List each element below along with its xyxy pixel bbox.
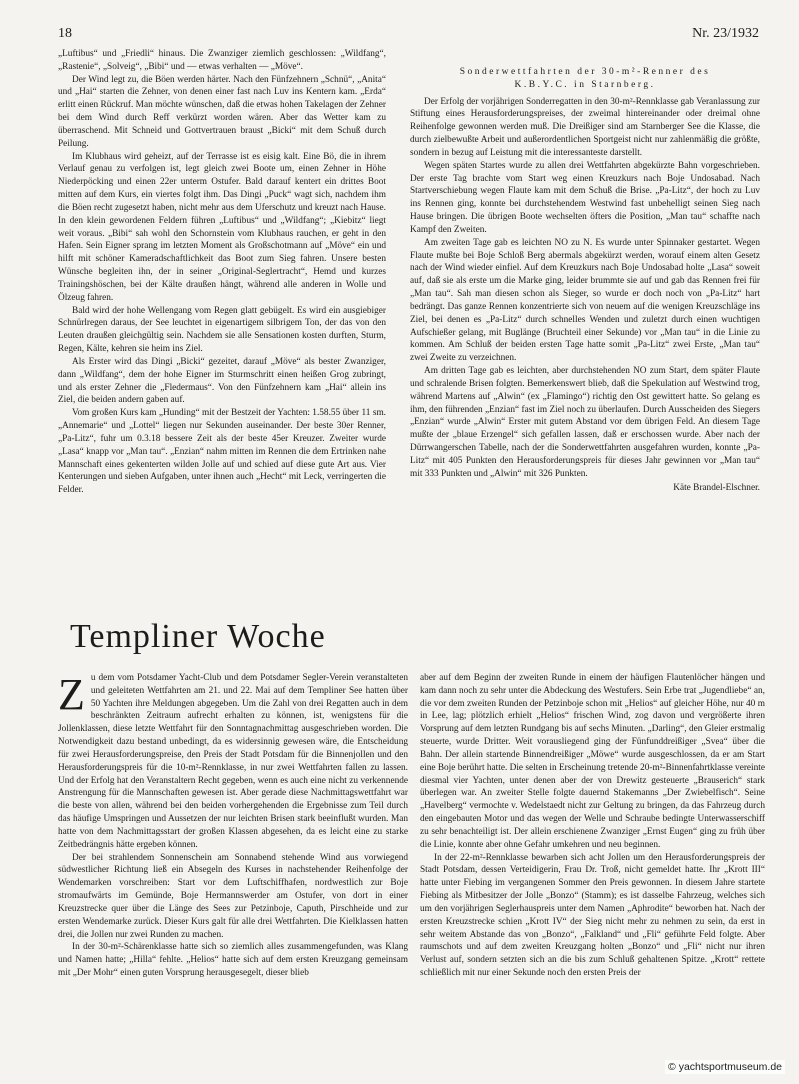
section-heading <box>410 66 760 92</box>
paragraph: Der Erfolg der vorjährigen Sonderregatten in den 30-m²-Rennklasse gab Veranlassung zur Stiftung eines Herausforderungspreises, der zweimal hintereinander oder dreimal ohne Reihenfolge gewonnen werden muß. Die Dreißiger sind am Starnberger See die Klasse, die durch zielbewußte Arbeit und außerordentlichen Sportgeist nicht nur zahlenmäßig die größte, sondern in bezug auf Leistung mit die interessanteste darstellt. <box>410 96 760 158</box>
paragraph: Am dritten Tage gab es leichten, aber durchstehenden NO zum Start, dem später Flaute und schralende Brisen folgten. Bemerkenswert blieb, daß die Spekulation auf Westwind trog, während Martens auf „Alwin“ (ex „Flamingo“) richtig den Ost gewittert hatte. So gelang es ihm, den führenden „Enzian“ fast im Ziel noch zu überlaufen. Durch Ausscheiden des Siegers „Enzian“ wurde „Alwin“ Erster mit gutem Abstand vor dem übrigen Feld. An diesem Tage mußte der „blaue Erzengel“ sich gefallen lassen, daß er erschossen wurde. Aber nach der Dürrwangerschen Tabelle, nach der die Sonderwettfahrten ausgefahren wurden, konnte „Pa-Litz“ mit 405 Punkten den Herausforderungspreis für dieses Jahr gewinnen vor „Man tau“ mit 333 Punkten und „Alwin“ mit 326 Punkten. <box>410 366 760 479</box>
paragraph: Der bei strahlendem Sonnenschein am Sonnabend stehende Wind aus vorwiegend südwestlicher Richtung ließ ein Absegeln des Kurses in nachstehender Reihenfolge der Wendemarken vorschreiben: Start vor dem Luftschiffhafen, nordwestlich zur Boje stromaufwärts im Gemünde, Boje Hermannswerder am Ostufer, von dort in einer Kreuzstrecke quer über die Länge des Sees zur Petzinboje, Caputh, Pirschheide und zur ersten Wendemarke zurück. Dieser Kurs galt für alle drei Wettfahrten. Die Kielklassen hatten drei, die Jollen nur zwei Runden zu machen. <box>58 852 408 940</box>
paragraph: In der 22-m²-Rennklasse bewarben sich acht Jollen um den Herausforderungspreis der Stadt Potsdam, dessen Verteidigerin, Frau Dr. Troß, nicht gemeldet hatte. Ihr „Krott III“ hatte unter Fiebing im vergangenen Sommer den Preis gewonnen. In diesem Jahre startete Fiebing als Mitbesitzer der Jolle „Bonzo“ (Stamm); es ist dasselbe Fahrzeug, welches sich um den vorjährigen Seglerhauspreis unter dem Namen „Aphrodite“ beworben hat. Nach der ersten Kreuzstrecke schien „Krott IV“ der Sieg nicht mehr zu nehmen zu sein, da erst in sehr weitem Abstande das von „Bonzo“, „Falkland“ und „Fli“ geführte Feld folgte. Aber raumschots und auf dem zweiten Kreuzgang holten „Bonzo“ und „Fli“ nicht nur ihren Verlust auf, sondern setzten sich an die bis zum Schluß gehaltenen Spitze. „Krott“ rettete schließlich mit nur einer Sekunde noch den ersten Preis der <box>420 852 765 979</box>
issue-number: Nr. 23/1932 <box>692 26 759 41</box>
section-heading-line2: K.B.Y.C. in Starnberg. <box>514 79 656 90</box>
top-left-column <box>58 48 386 613</box>
paragraph: In der 30-m²-Schärenklasse hatte sich so ziemlich alles zusammengefunden, was Klang und Namen hatte; „Hilla“ fehlte. „Helios“ hatte sich auf dem ersten Kreuzgang gemeinsam mit „Der Mohr“ einen guten Vorsprung herausgesegelt, dieser blieb <box>58 942 408 979</box>
top-right-column <box>410 48 760 633</box>
drop-cap: Z <box>58 672 85 719</box>
copyright-watermark: © yachtsportmuseum.de <box>665 1060 785 1074</box>
paragraph: Bald wird der hohe Wellengang vom Regen glatt gebügelt. Es wird ein ausgiebiger Schnürlregen daraus, der See leuchtet in eigenartigem silbrigem Ton, der das von den Leuten draußen gleichgültig sein. Nachdem sie alle Sensationen kosten durften, Sturm, Regen, Kälte, kehren sie heim ins Ziel. <box>58 305 386 355</box>
author-signature: Käte Brandel-Elschner. <box>673 483 760 494</box>
article-title: Templiner Woche <box>70 618 326 655</box>
page-number: 18 <box>58 26 72 41</box>
section-heading-line1: Sonderwettfahrten der 30-m²-Renner des <box>459 67 711 77</box>
paragraph: Am zweiten Tage gab es leichten NO zu N. Es wurde unter Spinnaker gestartet. Wegen Flaute mußte bei Boje Schloß Berg abermals abgekürzt werden, worauf einem alten Gesetz nach der Wind wieder einfiel. Auf dem Kreuzkurs nach Boje Undosabad holte „Lasa“ soweit auf, daß sie als erste um die Marke ging, leider brummte sie auf und gab das Rennen frei für „Man tau“. Sah man diesen schon als Sieger, so wurde er doch noch von „Pa-Litz“ hart bedrängt. Das ganze Rennen konzentrierte sich von neuem auf die wenigen Kreuzschläge ins Ziel, bei denen es „Pa-Litz“ durch schnelles Wenden und zuletzt durch einen wuchtigen Aufschießer gelang, mit Buglänge (Bruchteil einer Sekunde) vor „Man tau“ in die Linie zu kommen. Am Schluß der beiden ersten Tage hatte somit „Pa-Litz“ zwei Erste, „Man tau“ zwei Zweite zu verzeichnen. <box>410 237 760 364</box>
paragraph: Der Wind legt zu, die Böen werden härter. Nach den Fünfzehnern „Schnü“, „Anita“ und „Hai“ starten die Zehner, von denen einer fast nach Luv ins Kentern kam. „Erda“ erlitt einen Rückruf. Man möchte wünschen, daß die etwas hohen Takelagen der Zehner bei dem Wind durch Reff verkürzt worden wären. Aber das Wetter kam zu überraschend. Mit Schneid und Gottvertrauen braust „Bicki“ mit dem Schuß durch Peilung. <box>58 74 386 149</box>
paragraph: Als Erster wird das Dingi „Bicki“ gezeitet, darauf „Möve“ als bester Zwanziger, dann „Wildfang“, dem der hohe Eigner im Sturmschritt einen heißen Grog zubringt, und als erster Zehner die „Fledermaus“. Von den Fünfzehnern kam „Hai“ allein ins Ziel, die beiden andern gaben auf. <box>58 356 386 406</box>
article-left-column <box>58 672 408 1067</box>
paragraph: Wegen späten Startes wurde zu allen drei Wettfahrten abgekürzte Bahn vorgeschrieben. Der erste Tag brachte vom Start weg einen Kreuzkurs nach Boje Undosabad. Nach Startverschiebung wegen Flaute kam mit dem Schuß die Brise. „Pa-Litz“, der hoch zu Luv ins Rennen ging, konnte bei durchstehendem Westwind fast unbehelligt seinen Sieg nach Hause bringen. Die übrigen Boote wechselten öfters die Position, „Man tau“ schaffte nach Kampf den Zweiten. <box>410 160 760 235</box>
paragraph: Vom großen Kurs kam „Hunding“ mit der Bestzeit der Yachten: 1.58.55 über 11 sm. „Annemarie“ und „Lottel“ liegen nur Sekunden auseinander. Der beste 30er Renner, „Pa-Litz“, fuhr um 0.3.18 bessere Zeit als der beste 45er Kreuzer. Zweiter wurde „Lasa“ knapp vor „Man tau“. „Enzian“ nahm mitten im Rennen die dem Ertrinken nahe Mannschaft eines gekenterten wilden Jolle auf und schied auf diese gute Art aus. Vier Kenterungen und sieben Aufgaben, unter ihnen auch „Hecht“ mit Leck, verringerten die Felder. <box>58 408 386 496</box>
paragraph: „Luftibus“ und „Friedli“ hinaus. Die Zwanziger ziemlich geschlossen: „Wildfang“, „Rastenie“, „Solveig“, „Bibi“ und — etwas verhalten — „Möve“. <box>58 49 386 72</box>
paragraph: aber auf dem Beginn der zweiten Runde in einem der häufigen Flautenlöcher hängen und kam dann noch zu sehr unter die Abdeckung des Westufers. Sein Erbe trat „Jugendliebe“ an, die vor dem zweiten Runden der Petzinboje schon mit „Helios“ auf gleicher Höhe, nur 40 m in Lee, lag; plötzlich erhielt „Helios“ frischen Wind, zog davon und vergrößerte ihren Vorsprung auf dem letzten Rundgang bis auf sechs Minuten. „Darling“, den Gleier erstmalig steuerte, wurde Dritter. Weit vorausliegend ging der Fünfunddreißiger „Svea“ über die Bahn. Der allein startende Binnendreißiger „Möwe“ wurde ausgeschlossen, da er am Start eine Boje berührt hatte. Die selten in Erscheinung tretende 20-m²-Binnenfahrtklasse vereinte diesmal vier Yachten, unter denen aber der von Drewitz gesteuerte „Brauserich“ stark überlegen war. An zweiter Stelle folgte dauernd Stakemanns „Der Zwiebelfisch“. Seine „Havelberg“ vermochte v. Wedelstaedt nicht zur Geltung zu bringen, da das Fahrzeug durch den eingebauten Motor und das wegen der Welle und Schraube bedingte Unterwasserschiff zu sehr benachteiligt ist. Der allein erschienene Zwanziger „Ernst Eugen“ ging zu früh über die Linie, konnte aber ohne Gefahr umkehren und neu beginnen. <box>420 673 765 850</box>
paragraph: u dem vom Potsdamer Yacht-Club und dem Potsdamer Segler-Verein veranstalteten und geleiteten Wettfahrten am 21. und 22. Mai auf dem Templiner See hatten über 50 Yachten ihre Meldungen abgegeben. Um die Zahl von drei Regatten auch in dem beschränkten Zeitraum aufrecht erhalten zu können, ist, wenigstens für die Jollenklassen, diese letzte Wettfahrt für den Sonntagnachmittag ausgeschrieben worden. Die Notwendigkeit dazu bestand unbedingt, da es widersinnig gewesen wäre, die Entscheidung für zwei Herausforderungspreise, den Preis der Stadt Potsdam für die Binnenjollen und den Herausforderungspreis für die 10-m²-Rennklasse, in nur zwei Wettfahrten fallen zu lassen. Und der Erfolg hat den Veranstaltern Recht gegeben, wenn es auch eine nicht zu verkennende Anstrengung für die Mannschaften gewesen ist. Aber gerade diese Nachmittagswettfahrt war die beste von allen, während bei den beiden vorhergehenden die Ergebnisse zum Teil durch das häufige Umspringen und Aussetzen der nur leichten Brisen stark beeinflußt wurden. Man hatte von dem Nachmittagsstart der großen Klassen abgesehen, da es leicht eine zu starke Zeitbedrängnis hätte ergeben können. <box>58 673 408 850</box>
paragraph: Im Klubhaus wird geheizt, auf der Terrasse ist es eisig kalt. Eine Bö, die in ihrem Verlauf genau zu verfolgen ist, legt gleich zwei Boote um, einen Zehner in Höhe Niederpöcking und einen 22er unterm Ostufer. Bald darauf kentert ein drittes Boot mitten auf dem Kurs, ein viertes folgt ihm. Das Dingi „Puck“ wagt sich, nachdem ihm die Böen recht zugesetzt haben, nicht mehr aus dem Uferschutz und kreuzt nach Hause. In den klein gewordenen Feldern führen „Luftibus“ und „Wildfang“; „Kiebitz“ liegt weit voraus. „Bibi“ sah wohl den Schornstein vom Klubhaus rauchen, er geht in den Hafen. Sein Eigner sprang im letzten Moment als Großschotmann auf „Möve“ ein und hilft mit schöner Kameradschaftlichkeit das Boot zum Sieg fahren. Unsere besten Wünsche begleiten ihn, der in seiner „Original-Seglertracht“, Hemd und kurzes Trainingshöschen, bei der Kälte draußen hängt, während alle anderen in Wolle und Ölzeug fahren. <box>58 151 386 303</box>
article-right-column <box>420 672 765 1072</box>
